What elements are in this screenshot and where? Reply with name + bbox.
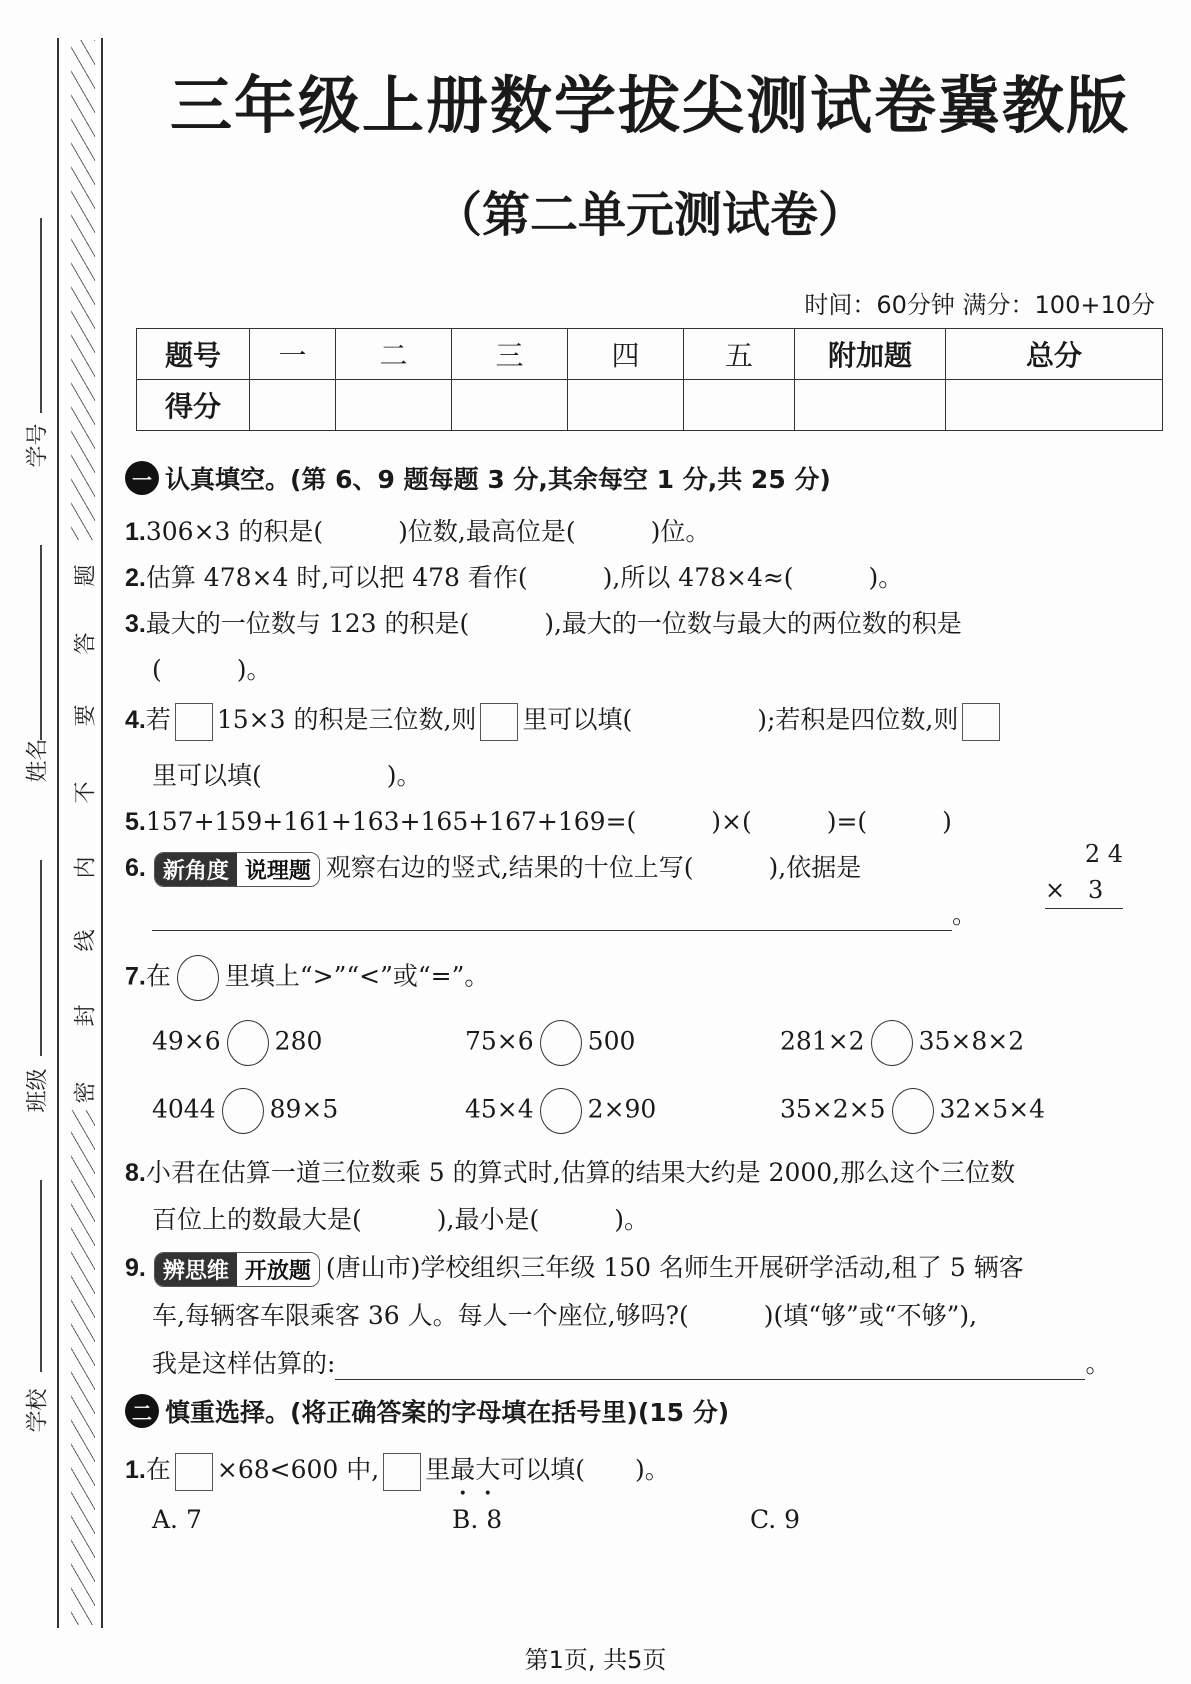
answer-line[interactable] <box>152 904 952 931</box>
seal-char: 密 <box>73 1081 99 1104</box>
page-footer: 第1页, 共5页 <box>524 1646 667 1674</box>
school-line[interactable] <box>40 1180 42 1372</box>
section-number-badge: 一 <box>125 461 159 495</box>
vertical-multiplication: 2 4 × 3 <box>1045 840 1123 909</box>
binding-line-outer <box>57 38 59 1628</box>
seal-char: 封 <box>73 1004 99 1027</box>
answer-box[interactable] <box>383 1453 421 1491</box>
emphasis-dot-char: 最 <box>450 1455 476 1484</box>
section-2-heading <box>125 1393 729 1429</box>
section-title: 慎重选择。(将正确答案的字母填在括号里)(15 分) <box>165 1398 730 1427</box>
compare-circle[interactable] <box>892 1088 934 1134</box>
class-line[interactable] <box>40 860 42 1056</box>
question-1-5: 5.157+159+161+163+165+167+169=( )×( )=( ) <box>125 807 952 836</box>
section-number-badge: 二 <box>125 1394 159 1428</box>
option-b[interactable]: B. 8 <box>452 1505 503 1534</box>
question-1-2: 2.估算 478×4 时,可以把 478 看作( ),所以 478×4≈( )。 <box>125 563 904 592</box>
question-1-4: 4.若 15×3 的积是三位数,则 里可以填( );若积是四位数,则 <box>125 700 1004 741</box>
header-cell: 二 <box>336 329 452 380</box>
compare-circle[interactable] <box>540 1088 582 1134</box>
hatch-bottom <box>71 1110 95 1625</box>
compare-item: 35×2×5 32×5×4 <box>780 1088 1045 1134</box>
question-tag: 辨思维 开放题 <box>154 1252 320 1287</box>
option-c[interactable]: C. 9 <box>750 1505 801 1534</box>
score-table-header-row <box>137 329 1163 380</box>
score-cell[interactable] <box>684 380 795 431</box>
page-subtitle: （第二单元测试卷） <box>433 187 866 243</box>
answer-box[interactable] <box>962 703 1000 741</box>
option-a[interactable]: A. 7 <box>152 1505 202 1534</box>
header-cell: 五 <box>684 329 795 380</box>
question-1-4-continued: 里可以填( )。 <box>152 761 422 790</box>
score-row-label: 得分 <box>137 380 250 431</box>
score-table-score-row <box>137 380 1163 431</box>
header-cell: 题号 <box>137 329 250 380</box>
question-1-3-continued: ( )。 <box>152 655 272 684</box>
answer-box[interactable] <box>480 703 518 741</box>
question-1-6: 6. 新角度 说理题 观察右边的竖式,结果的十位上写( ),依据是 <box>125 848 861 887</box>
compare-item: 4044 89×5 <box>152 1088 338 1134</box>
compare-item: 45×4 2×90 <box>465 1088 656 1134</box>
header-cell: 四 <box>568 329 684 380</box>
header-cell: 一 <box>250 329 336 380</box>
compare-item: 281×2 35×8×2 <box>780 1020 1024 1066</box>
score-cell[interactable] <box>568 380 684 431</box>
question-1-9: 9. 辨思维 开放题 (唐山市)学校组织三年级 150 名师生开展研学活动,租了 5 辆客 <box>125 1248 1024 1287</box>
seal-char: 内 <box>73 856 99 879</box>
question-2-1: 1.在 ×68<600 中, 里最大可以填( )。 <box>125 1450 670 1491</box>
score-cell[interactable] <box>250 380 336 431</box>
student-id-label: 学号 <box>25 423 51 468</box>
name-label: 姓名 <box>25 738 51 783</box>
seal-char: 答 <box>73 632 99 655</box>
seal-char: 要 <box>73 704 99 727</box>
score-table <box>136 328 1163 431</box>
score-cell[interactable] <box>336 380 452 431</box>
answer-box[interactable] <box>175 1453 213 1491</box>
seal-char: 线 <box>73 929 99 952</box>
score-cell[interactable] <box>452 380 568 431</box>
question-1-8: 8.小君在估算一道三位数乘 5 的算式时,估算的结果大约是 2000,那么这个三位数 <box>125 1158 1016 1187</box>
question-1-8-continued: 百位上的数最大是( ),最小是( )。 <box>152 1205 649 1234</box>
page-title: 三年级上册数学拔尖测试卷冀教版 <box>169 69 1130 142</box>
header-cell: 附加题 <box>795 329 946 380</box>
class-label: 班级 <box>25 1068 51 1113</box>
binding-line-inner <box>101 38 103 1628</box>
score-cell[interactable] <box>795 380 946 431</box>
header-cell: 总分 <box>946 329 1163 380</box>
header-cell: 三 <box>452 329 568 380</box>
circle-icon <box>177 955 219 1001</box>
compare-circle[interactable] <box>227 1020 269 1066</box>
emphasis-dot-char: 大 <box>475 1455 501 1484</box>
section-1-heading <box>125 460 831 496</box>
name-line[interactable] <box>40 545 42 740</box>
question-1-1: 1.306×3 的积是( )位数,最高位是( )位。 <box>125 517 711 546</box>
seal-char: 题 <box>73 564 99 587</box>
question-1-7: 7.在 里填上“>”“<”或“=”。 <box>125 955 489 1001</box>
question-1-9-continued: 车,每辆客车限乘客 36 人。每人一个座位,够吗?( )(填“够”或“不够”), <box>152 1301 978 1330</box>
compare-item: 49×6 280 <box>152 1020 322 1066</box>
score-cell[interactable] <box>946 380 1163 431</box>
compare-circle[interactable] <box>222 1088 264 1134</box>
seal-char: 不 <box>73 781 99 804</box>
hatch-top <box>71 40 95 540</box>
exam-meta: 时间：60分钟 满分：100+10分 <box>804 291 1155 319</box>
compare-circle[interactable] <box>871 1020 913 1066</box>
compare-circle[interactable] <box>540 1020 582 1066</box>
compare-item: 75×6 500 <box>465 1020 635 1066</box>
student-id-line[interactable] <box>40 218 42 413</box>
question-1-3: 3.最大的一位数与 123 的积是( ),最大的一位数与最大的两位数的积是 <box>125 609 962 638</box>
section-title: 认真填空。(第 6、9 题每题 3 分,其余每空 1 分,共 25 分) <box>165 465 831 494</box>
question-tag: 新角度 说理题 <box>154 852 320 887</box>
school-label: 学校 <box>25 1388 51 1433</box>
question-1-9-estimate: 我是这样估算的: 。 <box>152 1349 1111 1378</box>
answer-box[interactable] <box>175 703 213 741</box>
question-1-6-answer-line: 。 <box>152 895 977 931</box>
answer-line[interactable] <box>335 1353 1085 1380</box>
